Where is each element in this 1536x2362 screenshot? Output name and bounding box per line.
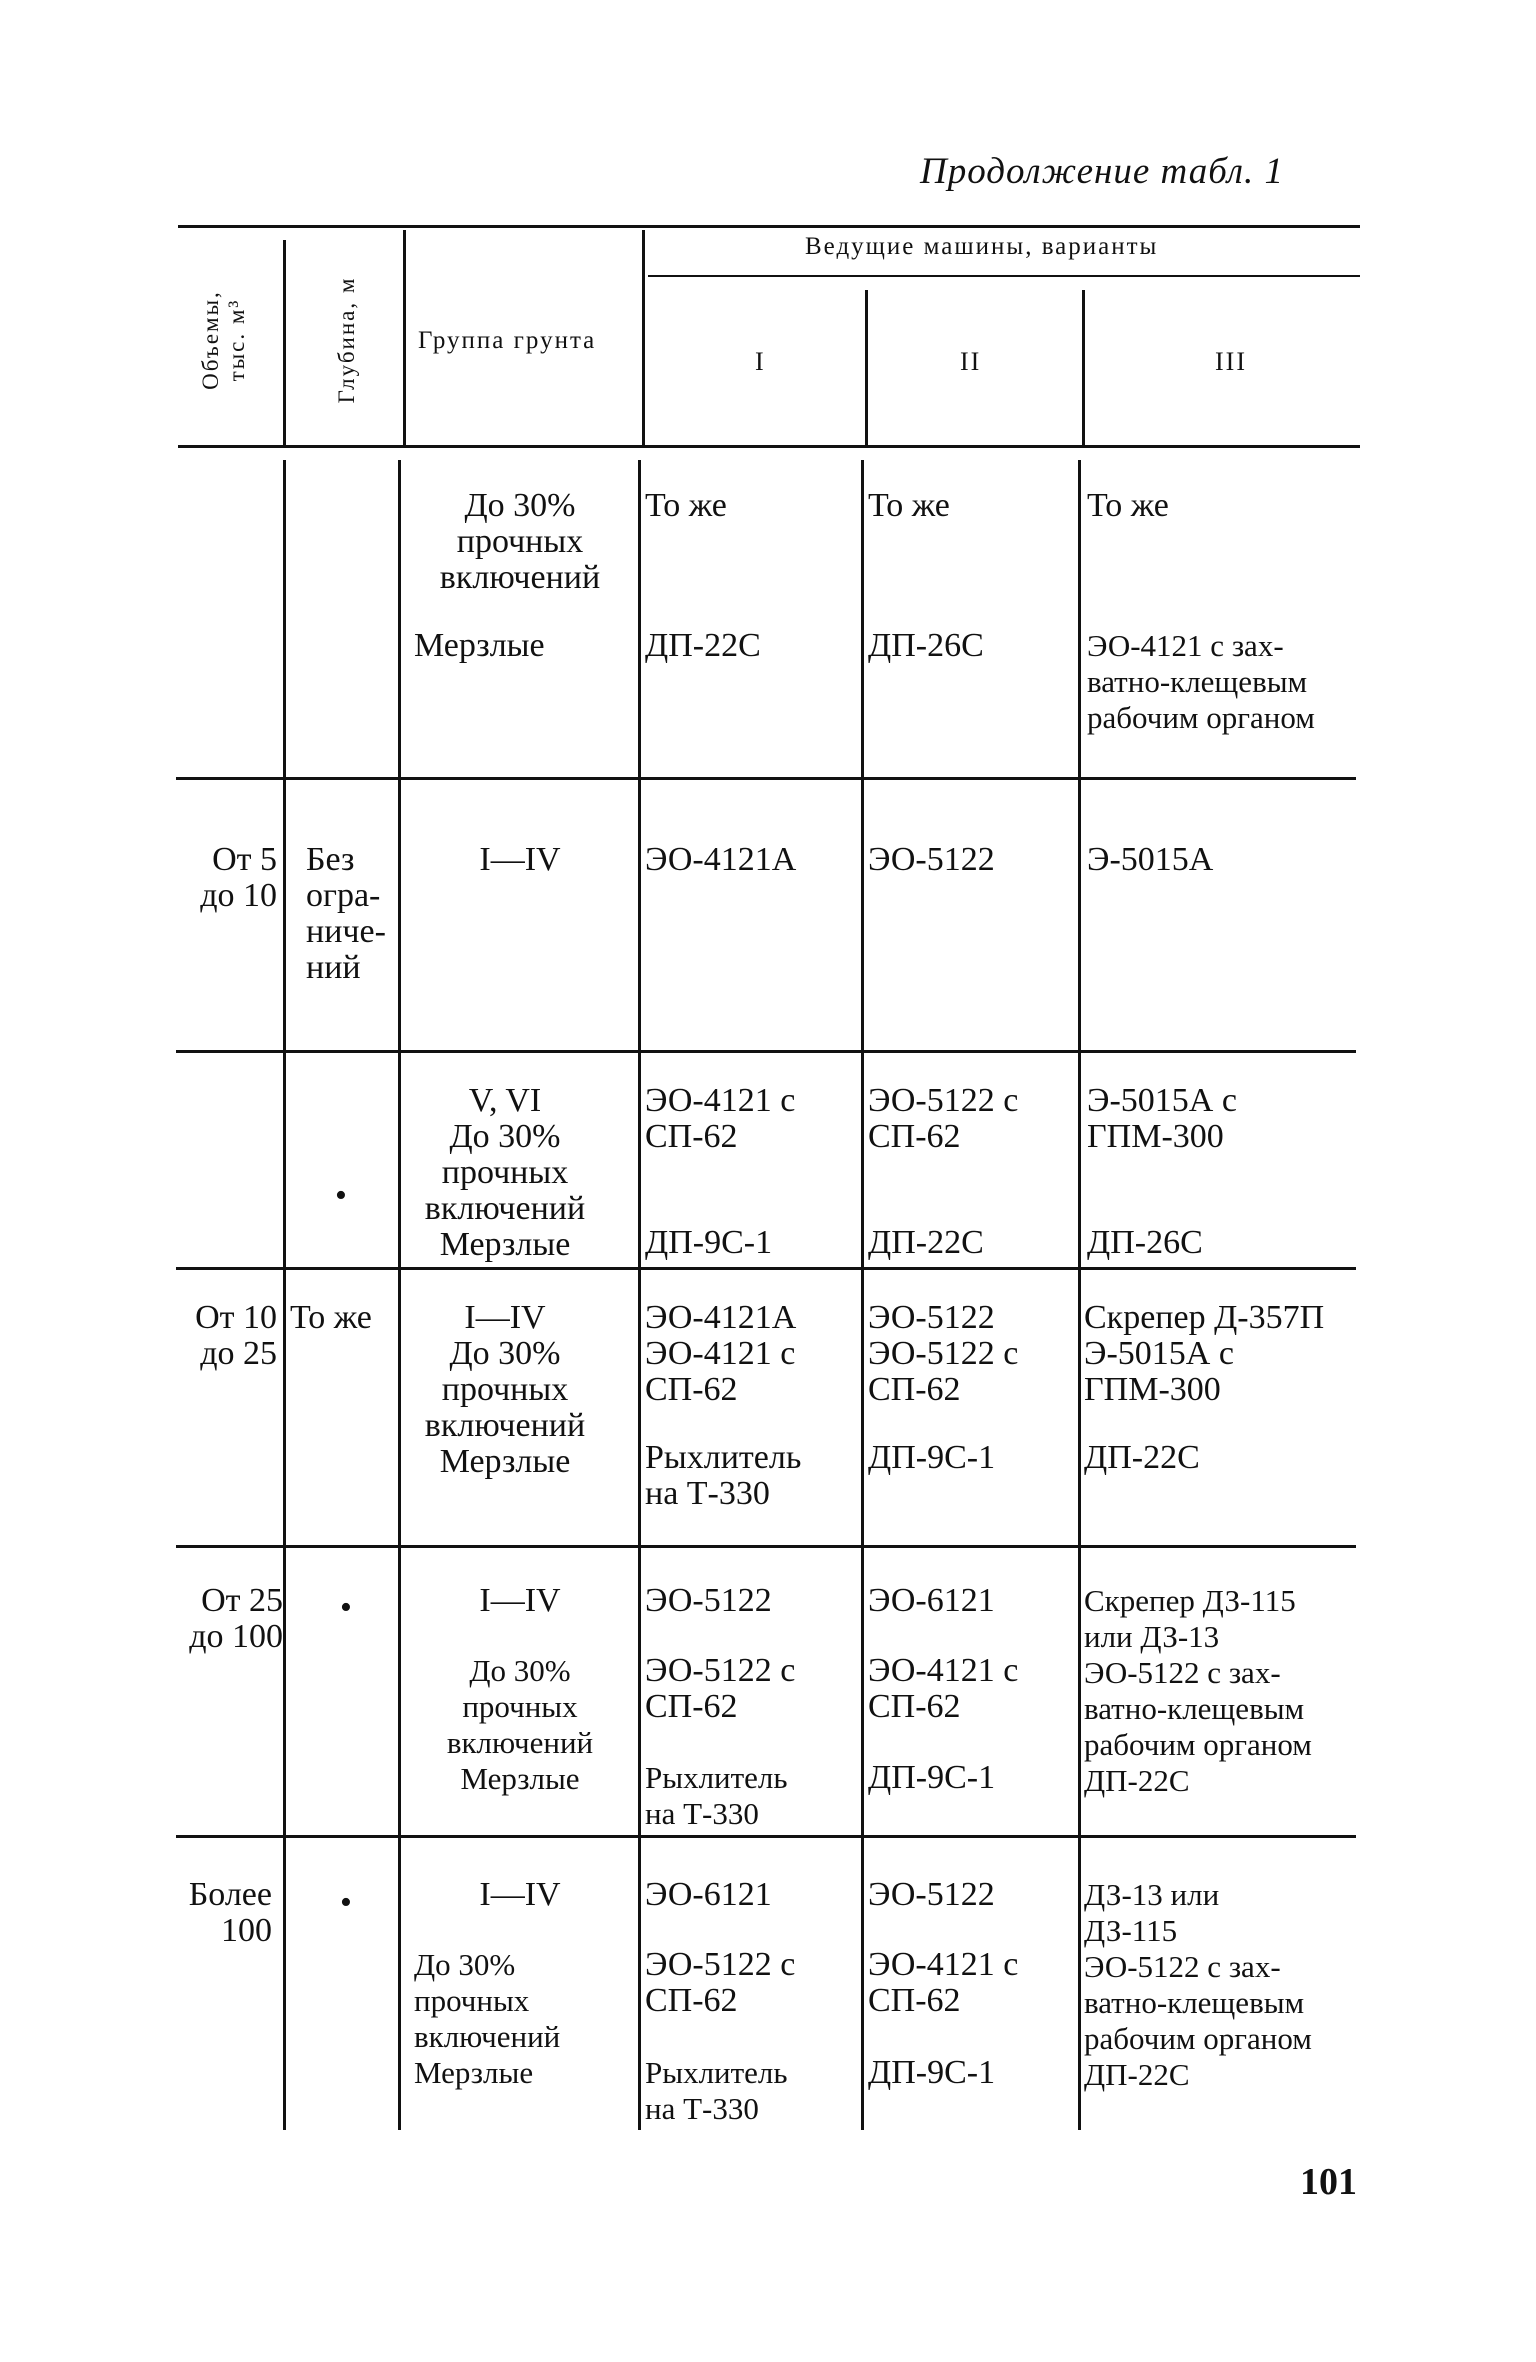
header-variant-3: III [1215, 347, 1247, 376]
r7-v2b: ЭО-4121 с СП-62 [868, 1946, 1019, 2019]
rule-header-bottom [178, 445, 1360, 448]
r7-v1c: Рыхлитель на Т-330 [645, 2055, 788, 2126]
r7-volume: Более 100 [188, 1876, 272, 1949]
r2-soil: Мерзлые [414, 627, 545, 664]
r4-v3b: ДП-26С [1087, 1224, 1203, 1261]
r7-v1: ЭО-6121 [645, 1876, 772, 1913]
r5-v3: Скрепер Д-357П Э-5015А с ГПМ-300 [1084, 1299, 1325, 1408]
r4-depth: • [335, 1177, 347, 1214]
r6-soil: I—IV [479, 1582, 561, 1619]
header-depth: Глубина, м [334, 276, 359, 404]
header-volume: Объемы, тыс. м³ [198, 290, 249, 390]
header-leading: Ведущие машины, варианты [805, 233, 1159, 260]
row-sep-3 [176, 1267, 1356, 1270]
r5-soil: I—IV До 30% прочных включений Мерзлые [424, 1299, 586, 1480]
r7-depth: • [340, 1884, 352, 1921]
page-number: 101 [1300, 2161, 1357, 2203]
r7-v2: ЭО-5122 [868, 1876, 995, 1913]
r3-soil: I—IV [479, 841, 561, 878]
row-sep-1 [176, 777, 1356, 780]
r4-v2b: ДП-22С [868, 1224, 984, 1261]
r7-soil-b: До 30% прочных включений Мерзлые [414, 1947, 561, 2090]
r5-v2b: ДП-9С-1 [868, 1439, 996, 1476]
row-sep-5 [176, 1835, 1356, 1838]
rule-top [178, 225, 1360, 228]
table-caption: Продолжение табл. 1 [920, 151, 1285, 192]
r3-v2: ЭО-5122 [868, 841, 995, 878]
r4-v1b: ДП-9С-1 [645, 1224, 773, 1261]
hdr-vline-2 [403, 230, 406, 445]
r7-v3: ДЗ-13 или ДЗ-115 ЭО-5122 с зах- ватно-клещевым рабочим органом ДП-22С [1084, 1877, 1312, 2092]
header-variant-2: II [960, 347, 982, 376]
r6-v1b: ЭО-5122 с СП-62 [645, 1652, 796, 1725]
r6-v2c: ДП-9С-1 [868, 1759, 996, 1796]
rule-leading [648, 275, 1360, 277]
hdr-vline-4 [865, 290, 868, 445]
r5-v2: ЭО-5122 ЭО-5122 с СП-62 [868, 1299, 1019, 1408]
r5-v3b: ДП-22С [1084, 1439, 1200, 1476]
body-vline-1 [283, 460, 286, 2130]
r3-v3: Э-5015А [1087, 841, 1214, 878]
r2-v2: ДП-26С [868, 627, 984, 664]
header-soil: Группа грунта [418, 327, 597, 354]
hdr-vline-1 [283, 240, 286, 445]
r6-v2: ЭО-6121 [868, 1582, 995, 1619]
r1-v1: То же [645, 487, 727, 524]
body-vline-5 [1078, 460, 1081, 2130]
r5-v1b: Рыхлитель на Т-330 [645, 1439, 802, 1512]
r7-v2c: ДП-9С-1 [868, 2054, 996, 2091]
r4-soil: V, VI До 30% прочных включений Мерзлые [424, 1082, 586, 1263]
r2-v3: ЭО-4121 с зах- ватно-клещевым рабочим органом [1087, 628, 1315, 735]
body-vline-3 [638, 460, 641, 2130]
row-sep-2 [176, 1050, 1356, 1053]
r1-v3: То же [1087, 487, 1169, 524]
r6-depth: • [340, 1589, 352, 1626]
r6-v1c: Рыхлитель на Т-330 [645, 1760, 788, 1831]
r5-volume: От 10 до 25 [195, 1299, 277, 1372]
r1-v2: То же [868, 487, 950, 524]
r4-v3: Э-5015А с ГПМ-300 [1087, 1082, 1237, 1155]
body-vline-2 [398, 460, 401, 2130]
r1-soil: До 30% прочных включений [439, 487, 601, 596]
body-vline-4 [861, 460, 864, 2130]
r6-volume: От 25 до 100 [189, 1582, 283, 1655]
r6-v1: ЭО-5122 [645, 1582, 772, 1619]
hdr-vline-5 [1082, 290, 1085, 445]
r3-depth: Без огра- ниче- ний [306, 841, 386, 986]
r3-volume: От 5 до 10 [200, 841, 277, 914]
r6-v2b: ЭО-4121 с СП-62 [868, 1652, 1019, 1725]
r5-depth: То же [290, 1299, 372, 1336]
r5-v1: ЭО-4121А ЭО-4121 с СП-62 [645, 1299, 797, 1408]
hdr-vline-3 [642, 230, 645, 445]
r7-soil: I—IV [479, 1876, 561, 1913]
r4-v2: ЭО-5122 с СП-62 [868, 1082, 1019, 1155]
row-sep-4 [176, 1545, 1356, 1548]
r3-v1: ЭО-4121А [645, 841, 797, 878]
r7-v1b: ЭО-5122 с СП-62 [645, 1946, 796, 2019]
r2-v1: ДП-22С [645, 627, 761, 664]
r6-v3: Скрепер ДЗ-115 или ДЗ-13 ЭО-5122 с зах- ватно-клещевым рабочим органом ДП-22С [1084, 1583, 1312, 1798]
header-variant-1: I [755, 347, 766, 376]
r6-soil-b: До 30% прочных включений Мерзлые [446, 1653, 594, 1796]
r4-v1: ЭО-4121 с СП-62 [645, 1082, 796, 1155]
